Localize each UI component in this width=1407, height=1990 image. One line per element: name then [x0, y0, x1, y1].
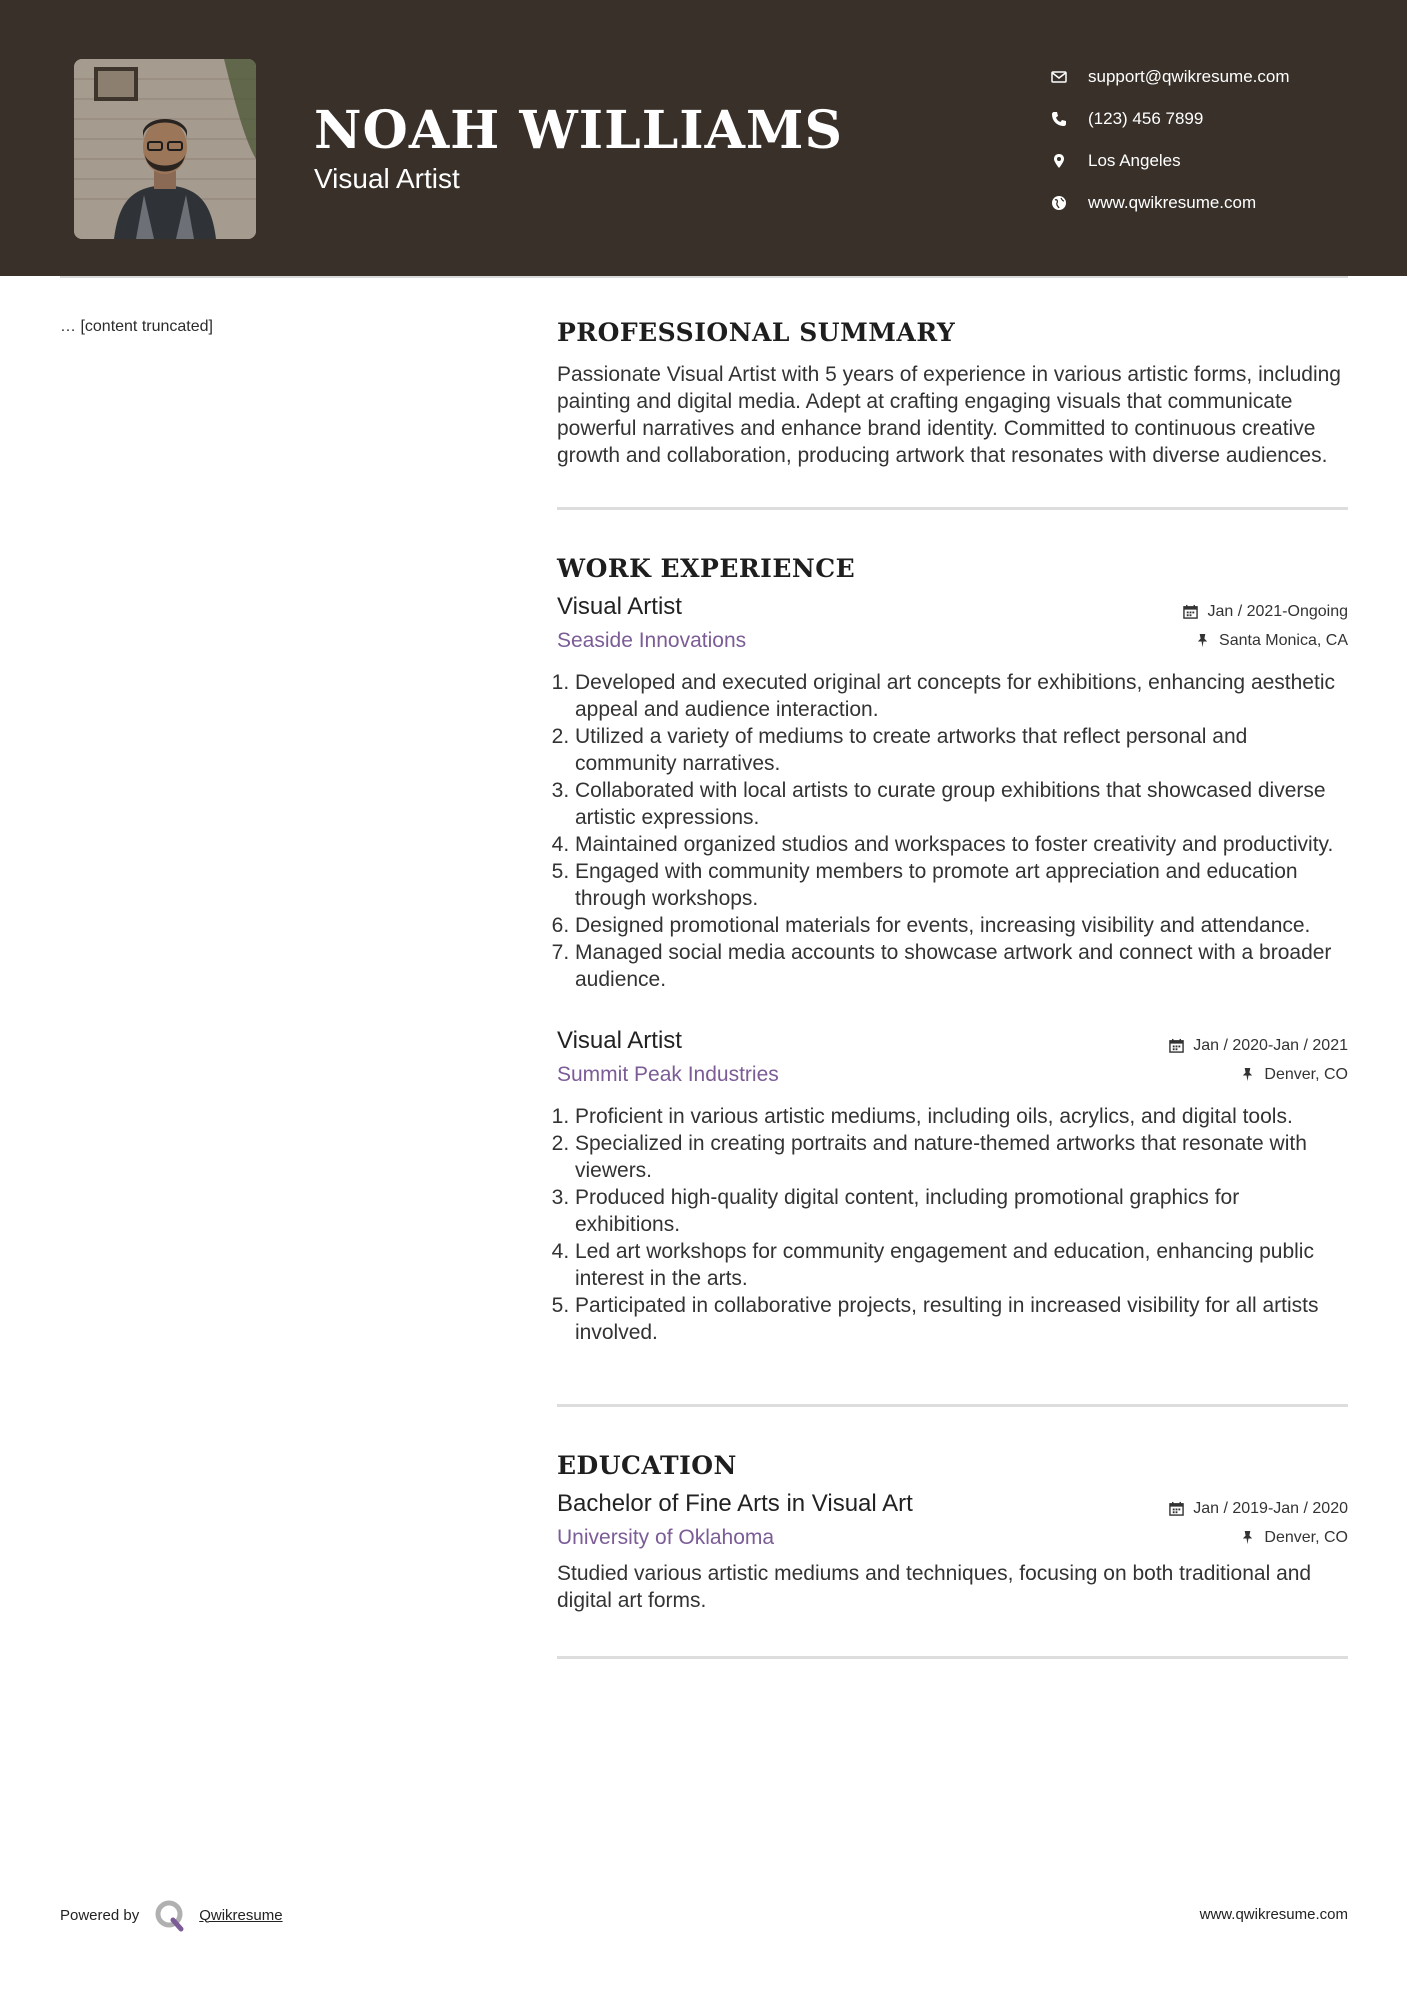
qwikresume-link[interactable]: Qwikresume	[199, 1906, 283, 1924]
education-description: Studied various artistic mediums and techniques, focusing on both traditional and digital art forms.	[557, 1562, 1312, 1612]
job-title: Visual Artist	[557, 593, 682, 620]
job-location-text: Denver, CO	[1264, 1066, 1348, 1083]
education-date	[1169, 1500, 1348, 1518]
experience-section	[557, 554, 1348, 1346]
list-item: 6. Designed promotional materials for events, increasing visibility and attendance.	[575, 912, 1348, 939]
footer-website[interactable]: www.qwikresume.com	[1199, 1906, 1348, 1923]
resume-header	[0, 0, 1407, 276]
candidate-title: Visual Artist	[314, 163, 460, 194]
job-location	[1240, 1066, 1348, 1084]
footer-powered-by	[60, 1898, 283, 1932]
globe-icon	[1050, 194, 1068, 212]
list-item: 4. Led art workshops for community engagement and education, enhancing public interest in the arts.	[575, 1238, 1348, 1292]
section-divider	[557, 507, 1348, 510]
right-column	[557, 318, 1348, 1659]
contact-phone[interactable]	[1050, 98, 1290, 140]
list-item: 5. Engaged with community members to promote art appreciation and education through workshops.	[575, 858, 1348, 912]
section-divider	[557, 1656, 1348, 1659]
job-date	[1183, 603, 1348, 621]
contact-list	[1050, 56, 1290, 224]
envelope-icon	[1050, 68, 1068, 86]
calendar-icon	[1169, 1038, 1185, 1054]
pushpin-icon	[1240, 1067, 1256, 1083]
experience-heading: WORK EXPERIENCE	[557, 554, 856, 583]
education-date-text: Jan / 2019-Jan / 2020	[1193, 1500, 1348, 1517]
qwikresume-logo-icon	[153, 1898, 187, 1932]
job-date-text: Jan / 2020-Jan / 2021	[1193, 1037, 1348, 1054]
contact-email-text: support@qwikresume.com	[1088, 67, 1290, 86]
list-item: 5. Participated in collaborative projects, resulting in increased visibility for all artists involved.	[575, 1292, 1348, 1346]
job-duties	[557, 669, 1348, 993]
contact-phone-text: (123) 456 7899	[1088, 109, 1204, 128]
pushpin-icon	[1195, 633, 1211, 649]
calendar-icon	[1169, 1501, 1185, 1517]
contact-location-text: Los Angeles	[1088, 151, 1181, 170]
powered-by-label: Powered by	[60, 1906, 140, 1924]
contact-website[interactable]	[1050, 182, 1290, 224]
list-item: 2. Specialized in creating portraits and nature-themed artworks that resonate with viewers.	[575, 1130, 1348, 1184]
education-section	[557, 1451, 1348, 1614]
list-item: 3. Collaborated with local artists to curate group exhibitions that showcased diverse artistic expressions.	[575, 777, 1348, 831]
header-underline	[60, 276, 1348, 278]
company-name: Summit Peak Industries	[557, 1063, 779, 1086]
location-pin-icon	[1050, 152, 1068, 170]
contact-email[interactable]	[1050, 56, 1290, 98]
list-item: 2. Utilized a variety of mediums to create artworks that reflect personal and community narratives.	[575, 723, 1348, 777]
job-location-text: Santa Monica, CA	[1219, 632, 1348, 649]
job-entry	[557, 1027, 1348, 1346]
candidate-name: NOAH WILLIAMS	[314, 100, 844, 161]
summary-text: Passionate Visual Artist with 5 years of experience in various artistic forms, including painting and digital media. Adept at crafting engaging visuals that communicate powerful narratives and enhance brand identity. Committed to continuous creative growth and collaboration, producing artwork that resonates with diverse audiences.	[557, 363, 1341, 467]
left-column: … [content truncated]	[60, 318, 213, 335]
job-date-text: Jan / 2021-Ongoing	[1207, 603, 1348, 620]
contact-website-text: www.qwikresume.com	[1088, 193, 1257, 212]
list-item: 7. Managed social media accounts to showcase artwork and connect with a broader audience.	[575, 939, 1348, 993]
section-divider	[557, 1404, 1348, 1407]
list-item: 1. Developed and executed original art concepts for exhibitions, enhancing aesthetic appeal and audience interaction.	[575, 669, 1348, 723]
education-location-text: Denver, CO	[1264, 1529, 1348, 1546]
phone-icon	[1050, 110, 1068, 128]
summary-section	[557, 318, 1348, 469]
job-date	[1169, 1037, 1348, 1055]
calendar-icon	[1183, 604, 1199, 620]
list-item: 3. Produced high-quality digital content, including promotional graphics for exhibitions.	[575, 1184, 1348, 1238]
degree-title: Bachelor of Fine Arts in Visual Art	[557, 1490, 913, 1517]
summary-heading: PROFESSIONAL SUMMARY	[557, 318, 956, 347]
pushpin-icon	[1240, 1530, 1256, 1546]
job-title: Visual Artist	[557, 1027, 682, 1054]
job-duties	[557, 1103, 1348, 1346]
job-location	[1195, 632, 1348, 650]
education-location	[1240, 1529, 1348, 1547]
profile-photo	[74, 59, 256, 239]
school-name: University of Oklahoma	[557, 1526, 775, 1549]
contact-location	[1050, 140, 1290, 182]
education-heading: EDUCATION	[557, 1451, 737, 1480]
list-item: 1. Proficient in various artistic mediums, including oils, acrylics, and digital tools.	[575, 1103, 1348, 1130]
company-name: Seaside Innovations	[557, 629, 747, 652]
list-item: 4. Maintained organized studios and workspaces to foster creativity and productivity.	[575, 831, 1348, 858]
job-entry	[557, 593, 1348, 993]
